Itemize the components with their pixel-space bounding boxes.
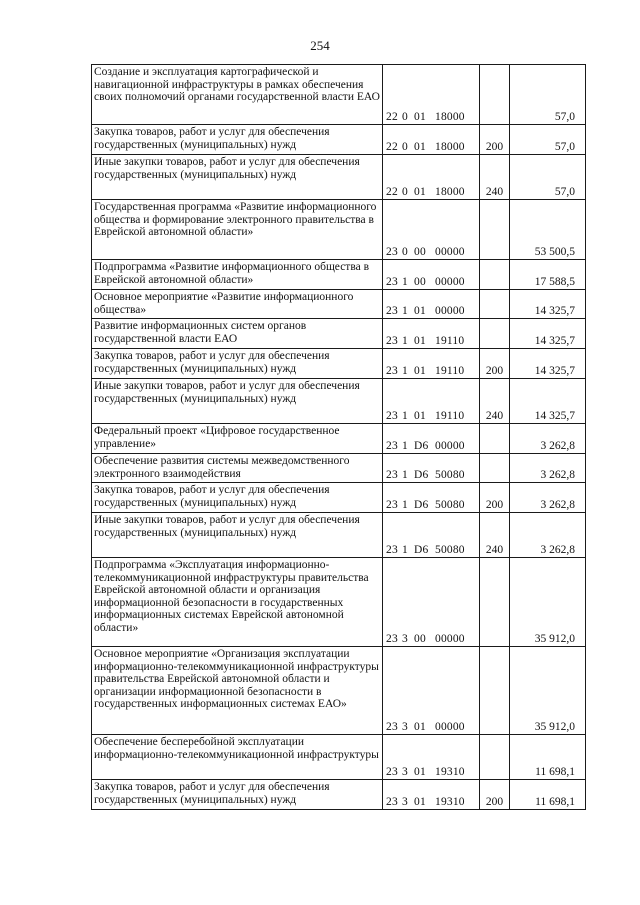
row-sum: 57,0 [510, 155, 586, 200]
table-body [92, 65, 586, 810]
row-code [383, 125, 480, 155]
code-part: 23 [386, 365, 398, 378]
row-expense-type [480, 424, 510, 454]
code-part: 19310 [435, 796, 465, 809]
code-part: 1 [402, 544, 408, 557]
code-part: 0 [402, 111, 408, 124]
row-code [383, 290, 480, 319]
code-part: 1 [402, 440, 408, 453]
code-part: 50080 [435, 469, 465, 482]
code-part: D6 [414, 499, 429, 512]
row-expense-type [480, 558, 510, 647]
row-expense-type: 240 [480, 155, 510, 200]
row-name: Развитие информационных систем органов государственной власти ЕАО [92, 319, 383, 349]
row-name: Государственная программа «Развитие информационного общества и формирование электронного правительства в Еврейской автономной области» [92, 200, 383, 260]
budget-table [91, 64, 586, 810]
row-sum: 3 262,8 [510, 513, 586, 558]
code-part: 01 [414, 410, 426, 423]
row-code [383, 558, 480, 647]
row-expense-type [480, 647, 510, 735]
code-part: 0 [402, 186, 408, 199]
row-name: Закупка товаров, работ и услуг для обеспечения государственных (муниципальных) нужд [92, 349, 383, 379]
code-part: 50080 [435, 499, 465, 512]
row-sum: 11 698,1 [510, 735, 586, 780]
row-code [383, 780, 480, 810]
row-sum: 3 262,8 [510, 483, 586, 513]
code-part: 23 [386, 544, 398, 557]
code-part: 23 [386, 335, 398, 348]
code-part: 18000 [435, 186, 465, 199]
code-part: 3 [402, 796, 408, 809]
row-sum: 11 698,1 [510, 780, 586, 810]
row-name: Закупка товаров, работ и услуг для обеспечения государственных (муниципальных) нужд [92, 780, 383, 810]
code-part: 23 [386, 440, 398, 453]
row-expense-type: 240 [480, 513, 510, 558]
row-code [383, 483, 480, 513]
table-row [92, 155, 586, 200]
code-part: 19310 [435, 766, 465, 779]
row-expense-type [480, 290, 510, 319]
row-code [383, 513, 480, 558]
code-part: 01 [414, 111, 426, 124]
table-row [92, 65, 586, 125]
row-sum: 3 262,8 [510, 454, 586, 483]
row-code [383, 260, 480, 290]
code-part: 23 [386, 633, 398, 646]
code-part: 00 [414, 276, 426, 289]
row-expense-type [480, 735, 510, 780]
code-part: 1 [402, 469, 408, 482]
row-name: Основное мероприятие «Развитие информационного общества» [92, 290, 383, 319]
code-part: 23 [386, 721, 398, 734]
row-name: Закупка товаров, работ и услуг для обеспечения государственных (муниципальных) нужд [92, 125, 383, 155]
code-part: 50080 [435, 544, 465, 557]
row-expense-type: 200 [480, 780, 510, 810]
code-part: 23 [386, 796, 398, 809]
code-part: 00000 [435, 633, 465, 646]
row-sum: 17 588,5 [510, 260, 586, 290]
row-expense-type: 200 [480, 349, 510, 379]
row-expense-type [480, 200, 510, 260]
row-expense-type: 200 [480, 483, 510, 513]
row-code [383, 349, 480, 379]
code-part: D6 [414, 544, 429, 557]
code-part: 23 [386, 305, 398, 318]
table-row [92, 379, 586, 424]
code-part: 01 [414, 721, 426, 734]
table-row [92, 558, 586, 647]
code-part: D6 [414, 440, 429, 453]
row-name: Подпрограмма «Эксплуатация информационно-телекоммуникационной инфраструктуры правительства Еврейской автономной области и организация информационной безопасности в государственных информационных системах Еврейской автономной области» [92, 558, 383, 647]
row-sum: 14 325,7 [510, 290, 586, 319]
row-name: Основное мероприятие «Организация эксплуатации информационно-телекоммуникационной инфраструктуры правительства Еврейской автономной области и организации информационной безопасности в государственных информационных системах ЕАО» [92, 647, 383, 735]
code-part: 22 [386, 111, 398, 124]
table-row [92, 647, 586, 735]
table-row [92, 125, 586, 155]
row-code [383, 454, 480, 483]
code-part: 18000 [435, 141, 465, 154]
code-part: 1 [402, 499, 408, 512]
row-sum: 35 912,0 [510, 558, 586, 647]
code-part: 00000 [435, 276, 465, 289]
code-part: 18000 [435, 111, 465, 124]
code-part: 0 [402, 141, 408, 154]
table-row [92, 454, 586, 483]
page-number: 254 [310, 38, 330, 53]
code-part: 19110 [435, 365, 465, 378]
row-sum: 14 325,7 [510, 319, 586, 349]
table-row [92, 349, 586, 379]
row-name: Создание и эксплуатация картографической и навигационной инфраструктуры в рамках обеспечения своих полномочий органами государственной власти ЕАО [92, 65, 383, 125]
row-code [383, 155, 480, 200]
row-expense-type [480, 454, 510, 483]
row-code [383, 319, 480, 349]
code-part: 00000 [435, 246, 465, 259]
code-part: 23 [386, 276, 398, 289]
code-part: 01 [414, 335, 426, 348]
code-part: 00 [414, 246, 426, 259]
code-part: 01 [414, 766, 426, 779]
code-part: 01 [414, 796, 426, 809]
code-part: 3 [402, 633, 408, 646]
row-expense-type: 200 [480, 125, 510, 155]
table-row [92, 735, 586, 780]
code-part: 01 [414, 141, 426, 154]
code-part: 1 [402, 410, 408, 423]
code-part: 22 [386, 141, 398, 154]
row-sum: 35 912,0 [510, 647, 586, 735]
code-part: 0 [402, 246, 408, 259]
row-code [383, 65, 480, 125]
code-part: 22 [386, 186, 398, 199]
row-name: Иные закупки товаров, работ и услуг для обеспечения государственных (муниципальных) нужд [92, 155, 383, 200]
code-part: 3 [402, 721, 408, 734]
code-part: 1 [402, 365, 408, 378]
code-part: 00000 [435, 305, 465, 318]
code-part: 19110 [435, 410, 465, 423]
row-name: Закупка товаров, работ и услуг для обеспечения государственных (муниципальных) нужд [92, 483, 383, 513]
row-name: Федеральный проект «Цифровое государственное управление» [92, 424, 383, 454]
row-expense-type [480, 319, 510, 349]
code-part: 23 [386, 410, 398, 423]
code-part: 23 [386, 499, 398, 512]
row-code [383, 735, 480, 780]
code-part: 00 [414, 633, 426, 646]
code-part: 3 [402, 766, 408, 779]
table-row [92, 780, 586, 810]
table-row [92, 513, 586, 558]
code-part: 01 [414, 365, 426, 378]
table-row [92, 200, 586, 260]
code-part: 23 [386, 469, 398, 482]
row-expense-type [480, 65, 510, 125]
code-part: 01 [414, 305, 426, 318]
code-part: D6 [414, 469, 429, 482]
row-code [383, 379, 480, 424]
code-part: 01 [414, 186, 426, 199]
row-name: Обеспечение развития системы межведомственного электронного взаимодействия [92, 454, 383, 483]
row-sum: 14 325,7 [510, 349, 586, 379]
row-code [383, 424, 480, 454]
table-row [92, 260, 586, 290]
row-code [383, 200, 480, 260]
row-name: Подпрограмма «Развитие информационного общества в Еврейской автономной области» [92, 260, 383, 290]
code-part: 23 [386, 246, 398, 259]
table-row [92, 424, 586, 454]
row-code [383, 647, 480, 735]
code-part: 1 [402, 305, 408, 318]
table-row [92, 319, 586, 349]
row-expense-type [480, 260, 510, 290]
row-expense-type: 240 [480, 379, 510, 424]
row-sum: 14 325,7 [510, 379, 586, 424]
code-part: 23 [386, 766, 398, 779]
row-name: Обеспечение бесперебойной эксплуатации информационно-телекоммуникационной инфраструктуры [92, 735, 383, 780]
table-row [92, 290, 586, 319]
code-part: 00000 [435, 721, 465, 734]
row-name: Иные закупки товаров, работ и услуг для обеспечения государственных (муниципальных) нужд [92, 379, 383, 424]
row-sum: 57,0 [510, 65, 586, 125]
code-part: 19110 [435, 335, 465, 348]
code-part: 1 [402, 335, 408, 348]
row-sum: 3 262,8 [510, 424, 586, 454]
row-sum: 57,0 [510, 125, 586, 155]
code-part: 00000 [435, 440, 465, 453]
code-part: 1 [402, 276, 408, 289]
row-name: Иные закупки товаров, работ и услуг для обеспечения государственных (муниципальных) нужд [92, 513, 383, 558]
table-row [92, 483, 586, 513]
row-sum: 53 500,5 [510, 200, 586, 260]
